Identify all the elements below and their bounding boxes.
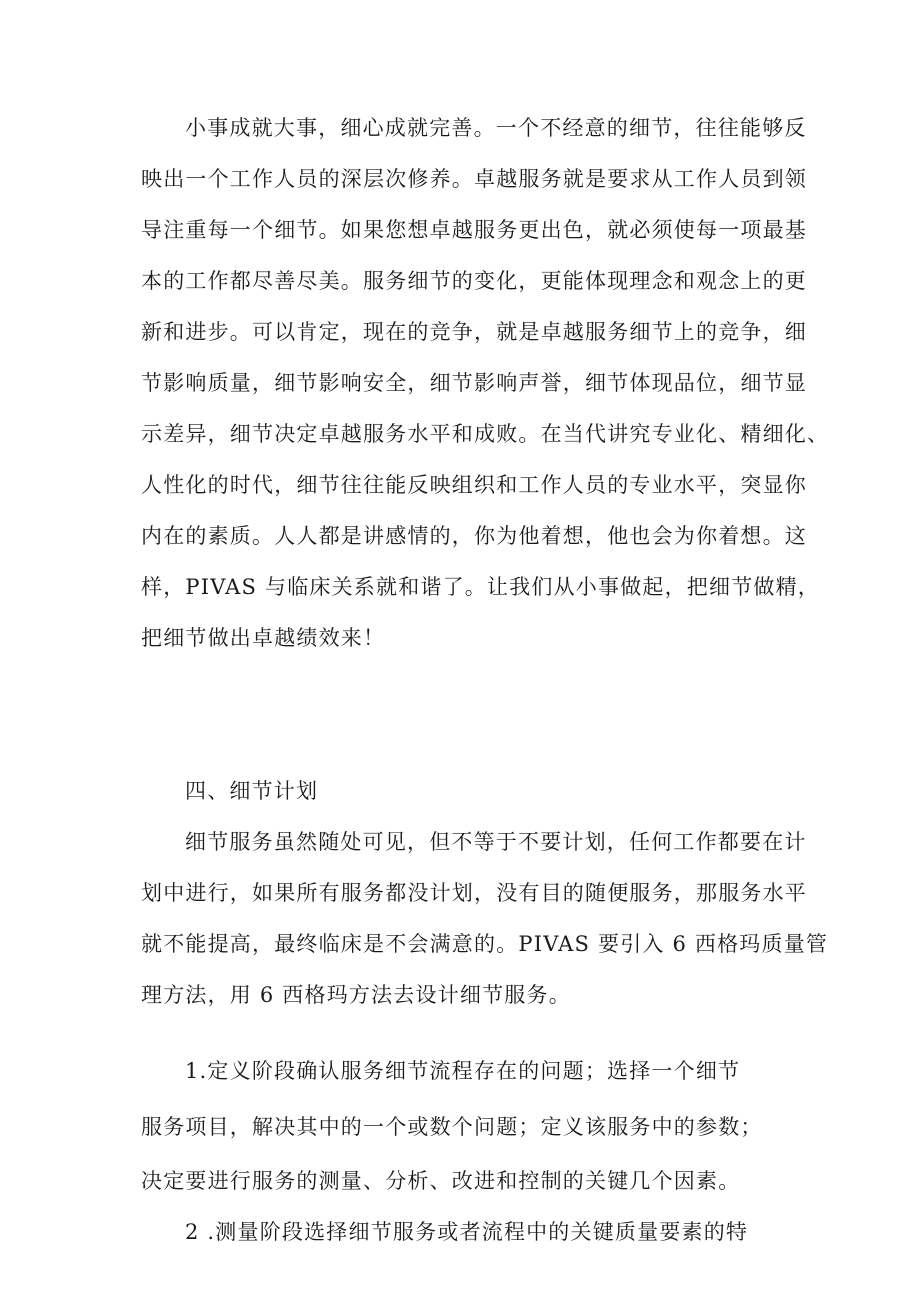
paragraph-line: 理方法，用 6 西格玛方法去设计细节服务。 (141, 983, 571, 1007)
paragraph-line: 新和进步。可以肯定，现在的竞争，就是卓越服务细节上的竞争，细 (141, 320, 807, 344)
list-item-line: 服务项目，解决其中的一个或数个问题；定义该服务中的参数； (141, 1115, 763, 1139)
paragraph-line: 导注重每一个细节。如果您想卓越服务更出色，就必须使每一项最基 (141, 218, 807, 242)
paragraph-line: 小事成就大事，细心成就完善。一个不经意的细节，往往能够反 (185, 116, 807, 140)
paragraph-line: 示差异，细节决定卓越服务水平和成败。在当代讲究专业化、精细化、 (141, 422, 830, 446)
paragraph-line: 样，PIVAS 与临床关系就和谐了。让我们从小事做起，把细节做精， (141, 575, 820, 599)
paragraph-line: 就不能提高，最终临床是不会满意的。PIVAS 要引入 6 西格玛质量管 (141, 932, 829, 956)
list-item-line: 2 .测量阶段选择细节服务或者流程中的关键质量要素的特 (185, 1220, 749, 1244)
section-heading: 四、细节计划 (185, 779, 319, 803)
paragraph-line: 划中进行，如果所有服务都没计划，没有目的随便服务，那服务水平 (141, 881, 807, 905)
paragraph-line: 人性化的时代，细节往往能反映组织和工作人员的专业水平，突显你 (141, 473, 807, 497)
list-item-line: 1.定义阶段确认服务细节流程存在的问题；选择一个细节 (185, 1059, 741, 1083)
paragraph-line: 细节服务虽然随处可见，但不等于不要计划，任何工作都要在计 (185, 830, 807, 854)
paragraph-line: 把细节做出卓越绩效来！ (141, 626, 386, 650)
paragraph-line: 映出一个工作人员的深层次修养。卓越服务就是要求从工作人员到领 (141, 167, 807, 191)
paragraph-line: 内在的素质。人人都是讲感情的，你为他着想，他也会为你着想。这 (141, 524, 807, 548)
paragraph-line: 节影响质量，细节影响安全，细节影响声誉，细节体现品位，细节显 (141, 371, 807, 395)
list-item-line: 决定要进行服务的测量、分析、改进和控制的关键几个因素。 (141, 1169, 741, 1193)
paragraph-line: 本的工作都尽善尽美。服务细节的变化，更能体现理念和观念上的更 (141, 269, 807, 293)
